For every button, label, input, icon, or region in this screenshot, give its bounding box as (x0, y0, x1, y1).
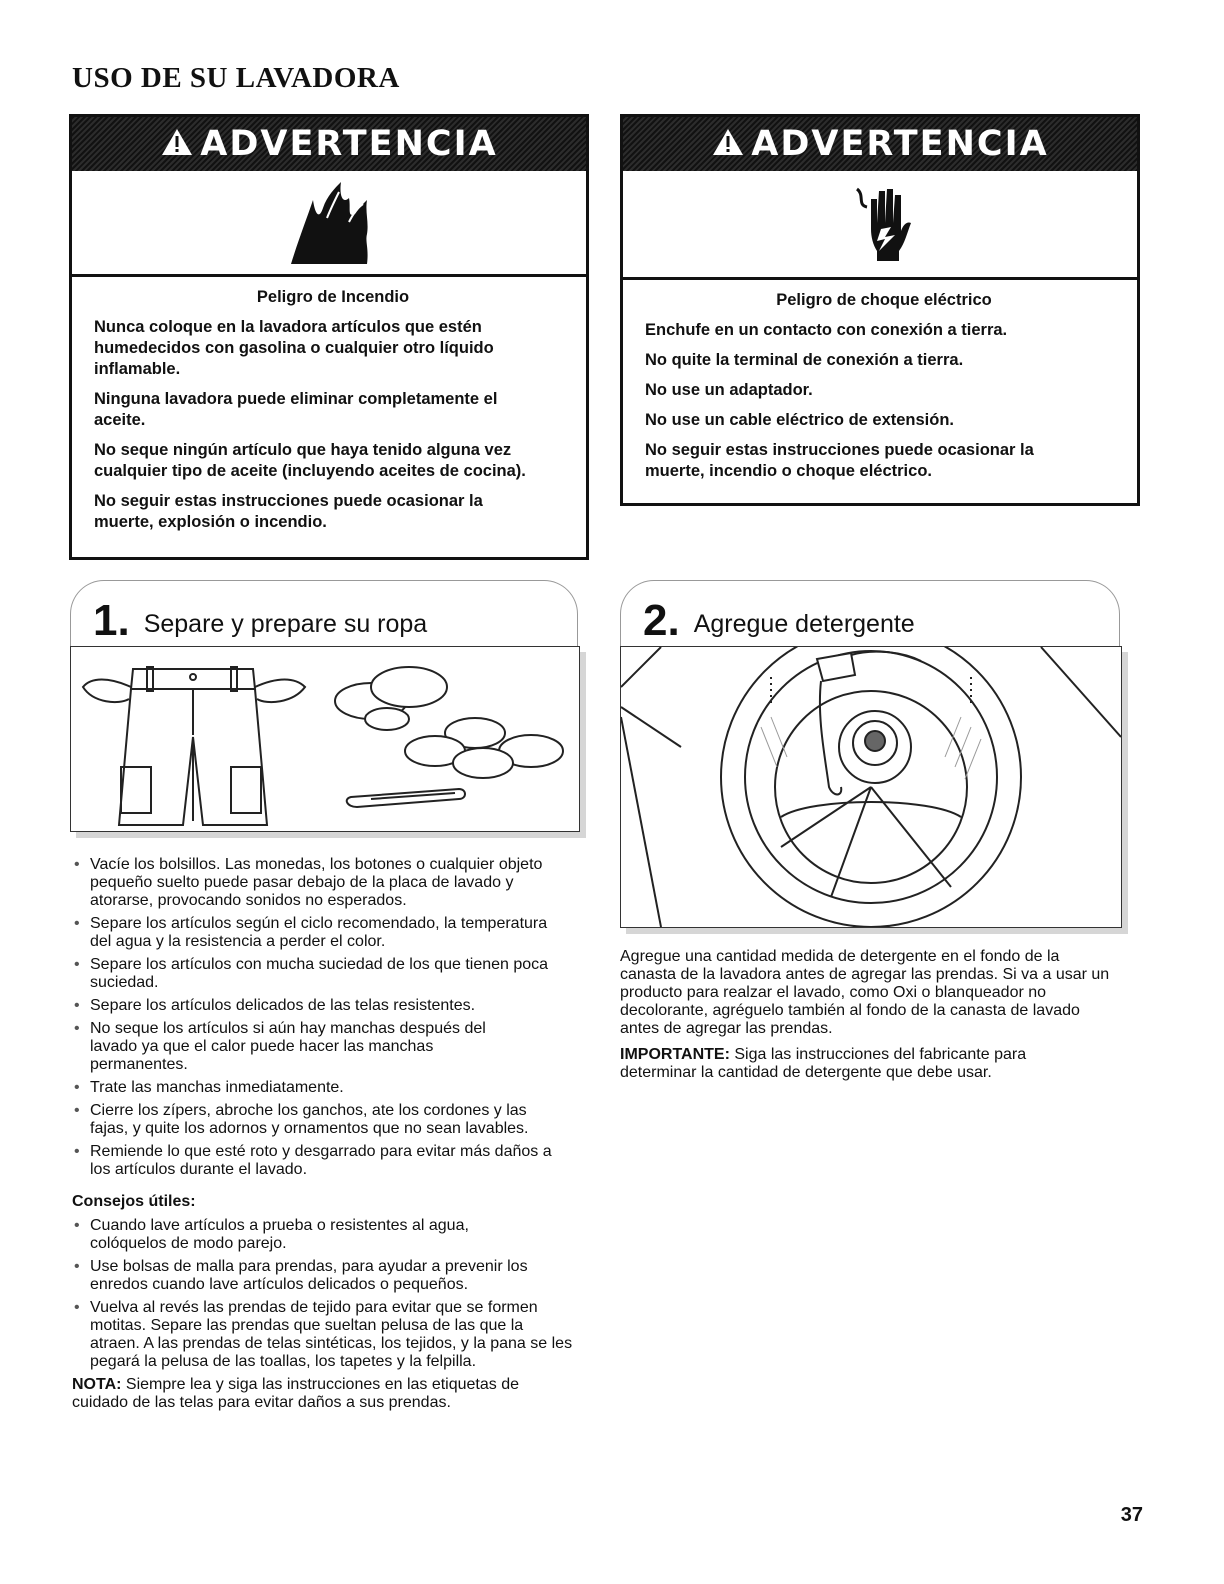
safety-pins-illustration (347, 789, 465, 807)
warning-header: ADVERTENCIA (623, 117, 1137, 171)
fire-warning-box (69, 114, 589, 560)
list-item: • Trate las manchas inmediatamente. (72, 1079, 572, 1097)
list-item: • Separe los artículos delicados de las telas resistentes. (72, 997, 572, 1015)
warning-line: Nunca coloque en la lavadora artículos que estén humedecidos con gasolina o cualquier otro líquido inflamable. (94, 318, 494, 378)
warning-line: No quite la terminal de conexión a tierra. (645, 351, 964, 369)
step1-illustration (70, 646, 580, 832)
step1-text (72, 856, 572, 1420)
coins-illustration (335, 667, 447, 730)
tips-list (72, 1217, 572, 1371)
list-item: • Separe los artículos con mucha suciedad de los que tienen poca suciedad. (72, 956, 572, 992)
warning-subtitle: Peligro de choque eléctrico (776, 291, 992, 309)
step2-paragraph: Agregue una cantidad medida de detergente en el fondo de la canasta de la lavadora antes de agregar las prendas. Si va a usar un producto para realzar el lavado, como Oxi o blanqueador no decolorante, agréguelo también al fondo de la canasta de lavado antes de agregar las prendas. (620, 948, 1110, 1037)
list-item: • No seque los artículos si aún hay manchas después del lavado ya que el calor puede hacer las manchas permanentes. (72, 1020, 530, 1074)
pants-illustration (83, 667, 305, 825)
important-note (620, 1046, 1090, 1082)
step2-header (620, 580, 1120, 646)
electric-warning-box (620, 114, 1140, 506)
step1-header (70, 580, 578, 646)
step-title: Agregue detergente (693, 610, 915, 638)
note-label: NOTA: (72, 1376, 122, 1393)
step2-illustration (620, 646, 1122, 928)
list-item: • Vacíe los bolsillos. Las monedas, los botones o cualquier objeto pequeño suelto puede pasar debajo de la placa de lavado y atorarse, provocando sonidos no esperados. (72, 856, 572, 910)
warning-triangle-icon (711, 127, 745, 162)
step1-bullet-list (72, 856, 572, 1179)
note (72, 1376, 552, 1412)
page-number: 37 (1120, 1504, 1143, 1526)
warning-triangle-icon (160, 127, 194, 162)
list-item: • Vuelva al revés las prendas de tejido para evitar que se formen motitas. Separe las prendas que sueltan pelusa de las que la atraen. A las prendas de telas sintéticas, los tejidos, y la pana se les pegará la pelusa de las toallas, los tapetes y la felpilla. (72, 1299, 575, 1371)
washer-tub-illustration (621, 647, 1121, 927)
warning-line: No use un adaptador. (645, 381, 813, 399)
warning-header: ADVERTENCIA (72, 117, 586, 171)
step-number: 1. (93, 596, 130, 645)
note-text: Siempre lea y siga las instrucciones en las etiquetas de cuidado de las telas para evitar daños a sus prendas. (72, 1376, 520, 1411)
buttons-illustration (405, 718, 563, 778)
warning-subtitle: Peligro de Incendio (256, 288, 410, 306)
list-item: • Separe los artículos según el ciclo recomendado, la temperatura del agua y la resistencia a perder el color. (72, 915, 572, 951)
warning-line: No seguir estas instrucciones puede ocasionar la muerte, incendio o choque eléctrico. (645, 441, 1034, 480)
list-item: • Cuando lave artículos a prueba o resistentes al agua, colóquelos de modo parejo. (72, 1217, 530, 1253)
warning-line: No use un cable eléctrico de extensión. (645, 411, 955, 429)
warning-line: Enchufe en un contacto con conexión a tierra. (645, 321, 1008, 339)
page-title: USO DE SU LAVADORA (72, 62, 400, 94)
electric-shock-hand-icon (835, 179, 925, 269)
warning-line: No seguir estas instrucciones puede ocasionar la muerte, explosión o incendio. (94, 492, 483, 531)
warning-line: Ninguna lavadora puede eliminar completamente el aceite. (94, 390, 498, 429)
step2-text (620, 948, 1110, 1090)
list-item: • Cierre los zípers, abroche los ganchos, ate los cordones y las fajas, y quite los adornos y ornamentos que no sean lavables. (72, 1102, 560, 1138)
important-label: IMPORTANTE: (620, 1046, 730, 1063)
tips-heading: Consejos útiles: (72, 1193, 196, 1210)
step-title: Separe y prepare su ropa (143, 610, 428, 638)
list-item: • Use bolsas de malla para prendas, para ayudar a prevenir los enredos cuando lave artículos delicados o pequeños. (72, 1258, 565, 1294)
step-number: 2. (643, 596, 680, 645)
warning-line: No seque ningún artículo que haya tenido alguna vez cualquier tipo de aceite (incluyendo aceites de cocina). (94, 441, 526, 480)
important-text: Siga las instrucciones del fabricante para determinar la cantidad de detergente que debe usar. (620, 1046, 1027, 1081)
fire-icon (279, 178, 379, 268)
list-item: • Remiende lo que esté roto y desgarrado para evitar más daños a los artículos durante el lavado. (72, 1143, 570, 1179)
